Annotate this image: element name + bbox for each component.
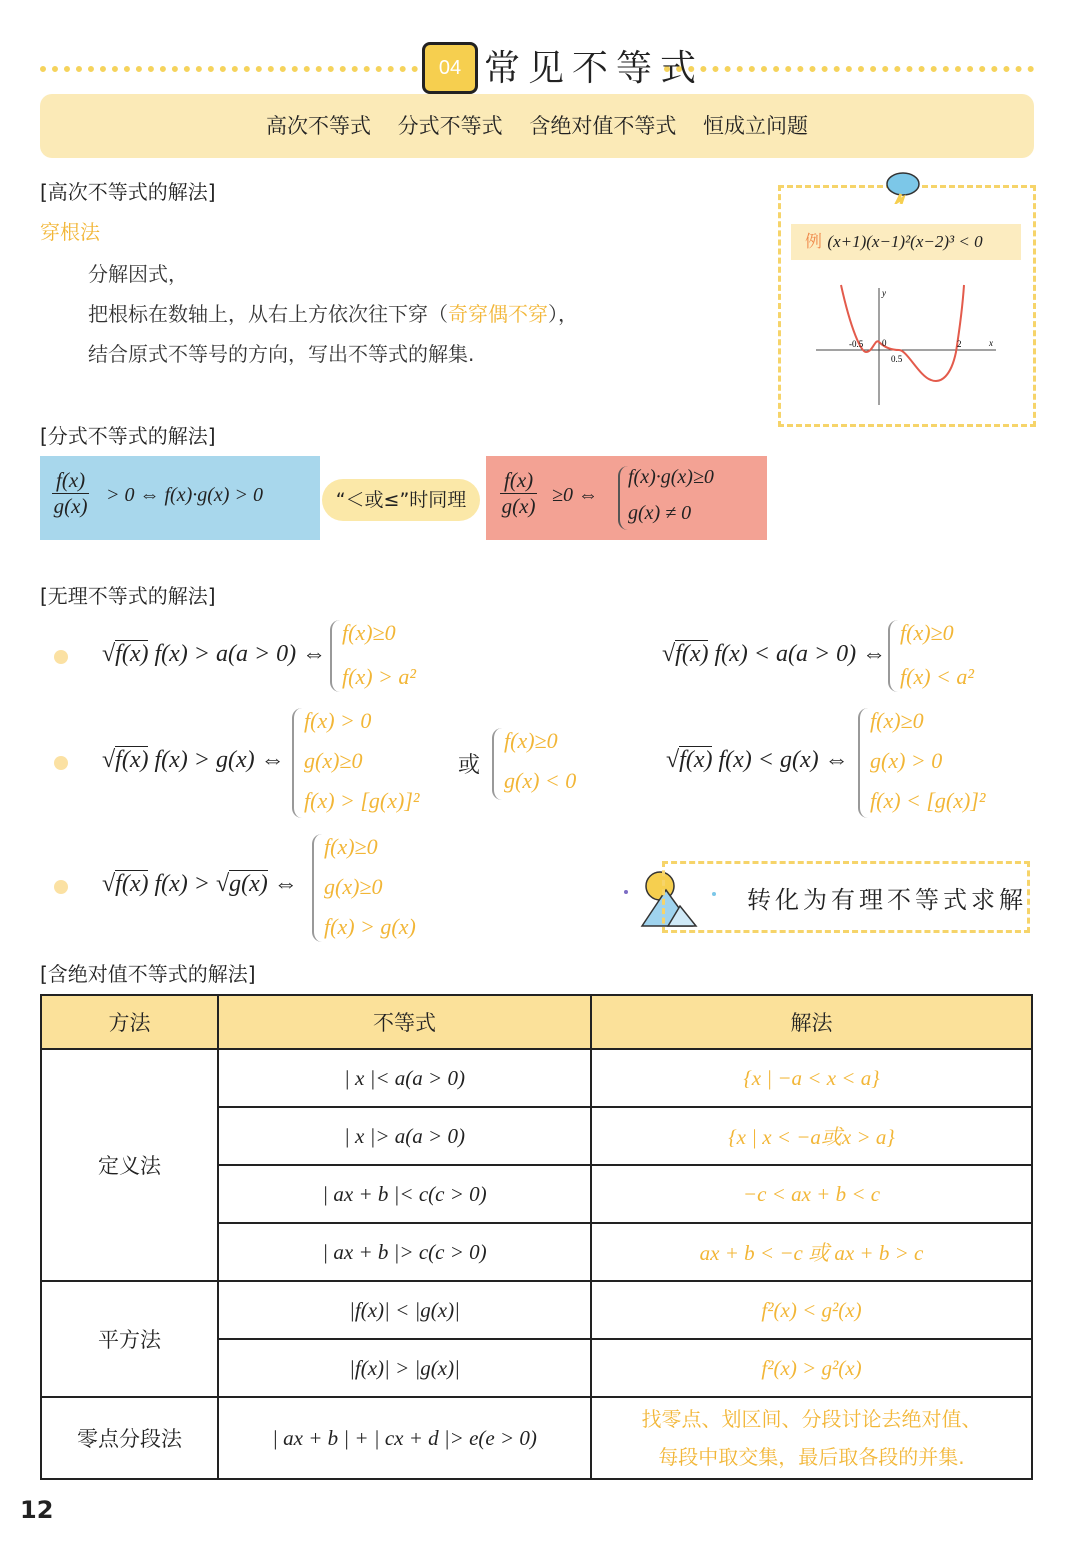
column-header: 不等式 (218, 995, 591, 1049)
condition: f(x)≥0 (324, 834, 378, 859)
solution-cell: {x | −a < x < a} (591, 1049, 1032, 1107)
condition: f(x)≥0 (870, 708, 924, 733)
step-2-highlight: 奇穿偶不穿 (448, 302, 548, 326)
fraction-numerator: f(x) (500, 468, 537, 494)
condition: f(x)≥0 (900, 620, 954, 645)
fraction-rule-nonstrict (486, 456, 767, 540)
step-2-text: 把根标在数轴上，从右上方依次往下穿（ (88, 302, 448, 326)
step-2 (88, 298, 578, 327)
solution-cell: {x | x < −a或x > a} (591, 1107, 1032, 1165)
solution-line: 每段中取交集，最后取各段的并集. (658, 1445, 965, 1469)
bullet (54, 650, 68, 664)
condition: g(x) > 0 (870, 748, 943, 773)
header-dotted-line-left (40, 66, 418, 72)
rule-1-left: √f(x) f(x) > a(a > 0) ⇔ (102, 641, 327, 667)
inequality-cell: | ax + b |< c(c > 0) (218, 1165, 591, 1223)
brace (292, 708, 302, 818)
method-cell: 平方法 (41, 1281, 218, 1397)
method-cell: 定义法 (41, 1049, 218, 1281)
chapter-number-badge (422, 42, 478, 94)
chapter-number: 04 (438, 57, 462, 79)
inequality-cell: | x |> a(a > 0) (218, 1107, 591, 1165)
condition: f(x) > [g(x)]² (304, 788, 420, 813)
topic-item: 高次不等式 (265, 114, 371, 138)
bullet (54, 880, 68, 894)
table-row (41, 1281, 1032, 1339)
solution-cell: f²(x) > g²(x) (591, 1339, 1032, 1397)
brace (312, 834, 322, 942)
solution-line: 找零点、划区间、分段讨论去绝对值、 (641, 1407, 982, 1431)
solution-cell: −c < ax + b < c (591, 1165, 1032, 1223)
condition: g(x)≥0 (304, 748, 363, 773)
rule-text: f(x) < g(x) ⇔ (718, 747, 849, 773)
tick-two: 2 (957, 339, 962, 349)
table-row (41, 1397, 1032, 1479)
tick-zero: 0 (882, 338, 887, 348)
fraction-numerator: f(x) (52, 468, 89, 494)
header-dotted-line-right (664, 66, 1034, 72)
condition: f(x) > 0 (304, 708, 372, 733)
tick-neg-half: -0.5 (849, 339, 864, 349)
condition: f(x)≥0 (504, 728, 558, 753)
method-cell: 零点分段法 (41, 1397, 218, 1479)
rule-2-left: √f(x) f(x) > g(x) ⇔ (102, 747, 285, 773)
rule-text: f(x) > (154, 871, 216, 897)
section-heading-absolute: [含绝对值不等式的解法] (40, 962, 256, 986)
column-header: 解法 (591, 995, 1032, 1049)
example-bar (791, 224, 1021, 260)
page-number: 12 (20, 1496, 54, 1524)
brace (330, 620, 340, 692)
rule-text: f(x) < a(a > 0) ⇔ (714, 641, 887, 667)
condition: f(x) > g(x) (324, 914, 416, 939)
topic-item: 含绝对值不等式 (529, 114, 677, 138)
x-axis-label: x (989, 338, 993, 348)
condition: g(x) < 0 (504, 768, 577, 793)
rule-text: f(x) > g(x) ⇔ (154, 747, 285, 773)
fraction-right (500, 468, 537, 519)
brace (888, 620, 898, 692)
example-box (778, 185, 1036, 427)
bullet (54, 756, 68, 770)
topic-item: 分式不等式 (397, 114, 503, 138)
topic-bar (40, 94, 1034, 158)
step-2-end: ）， (548, 302, 578, 326)
condition: f(x) > a² (342, 664, 416, 689)
section-heading-irrational: [无理不等式的解法] (40, 584, 216, 608)
condition: f(x) < a² (900, 664, 974, 689)
cloud-icon (881, 168, 925, 204)
condition: f(x)≥0 (342, 620, 396, 645)
inequality-cell: | x |< a(a > 0) (218, 1049, 591, 1107)
inequality-cell: | ax + b |> c(c > 0) (218, 1223, 591, 1281)
fraction-right-rhs: ≥0 ⇔ (552, 484, 598, 506)
solution-cell: f²(x) < g²(x) (591, 1281, 1032, 1339)
condition: f(x) < [g(x)]² (870, 788, 986, 813)
inequality-cell: | ax + b | + | cx + d |> e(e > 0) (218, 1397, 591, 1479)
column-header: 方法 (41, 995, 218, 1049)
fraction-denominator: g(x) (53, 494, 88, 518)
tip-box: 转化为有理不等式求解 (662, 861, 1030, 933)
brace (618, 466, 628, 530)
fraction-left (52, 468, 89, 519)
rule-text: f(x) > a(a > 0) ⇔ (154, 641, 327, 667)
table-header-row (41, 995, 1032, 1049)
rule-arrow: ⇔ (273, 871, 298, 897)
step-3: 结合原式不等号的方向，写出不等式的解集. (88, 342, 475, 366)
condition: f(x)·g(x)≥0 (628, 466, 714, 488)
condition: g(x)≥0 (324, 874, 383, 899)
rule-3: √f(x) f(x) > √g(x) ⇔ (102, 871, 298, 897)
topic-item: 恒成立问题 (703, 114, 809, 138)
example-label: 例 (805, 232, 822, 252)
section-heading-fractional: [分式不等式的解法] (40, 424, 216, 448)
fraction-left-rhs: > 0 ⇔ f(x)·g(x) > 0 (106, 484, 263, 506)
inequality-cell: |f(x)| < |g(x)| (218, 1281, 591, 1339)
solution-cell: ax + b < −c 或 ax + b > c (591, 1223, 1032, 1281)
rule-2-right: √f(x) f(x) < g(x) ⇔ (666, 747, 849, 773)
or-label: 或 (458, 753, 481, 778)
method-name: 穿根法 (40, 220, 100, 244)
step-1: 分解因式， (88, 262, 188, 286)
brace (858, 708, 868, 818)
root-graph (811, 280, 1001, 410)
fraction-rule-strict (40, 456, 320, 540)
table-row (41, 1049, 1032, 1107)
brace (492, 728, 502, 800)
example-expression: (x+1)(x−1)²(x−2)³ < 0 (827, 232, 983, 251)
inequality-cell: |f(x)| > |g(x)| (218, 1339, 591, 1397)
absolute-table (40, 994, 1033, 1480)
page-title: 常见不等式 (484, 48, 705, 89)
section-heading-high-order: [高次不等式的解法] (40, 180, 216, 204)
same-rule-note: “＜或≤”时同理 (322, 479, 480, 521)
tick-half: 0.5 (891, 354, 903, 364)
condition: g(x) ≠ 0 (628, 502, 692, 524)
y-axis-label: y (882, 288, 886, 298)
rule-text: g(x) (229, 871, 268, 897)
fraction-denominator: g(x) (501, 494, 536, 518)
solution-cell (591, 1397, 1032, 1479)
rule-1-right: √f(x) f(x) < a(a > 0) ⇔ (662, 641, 887, 667)
